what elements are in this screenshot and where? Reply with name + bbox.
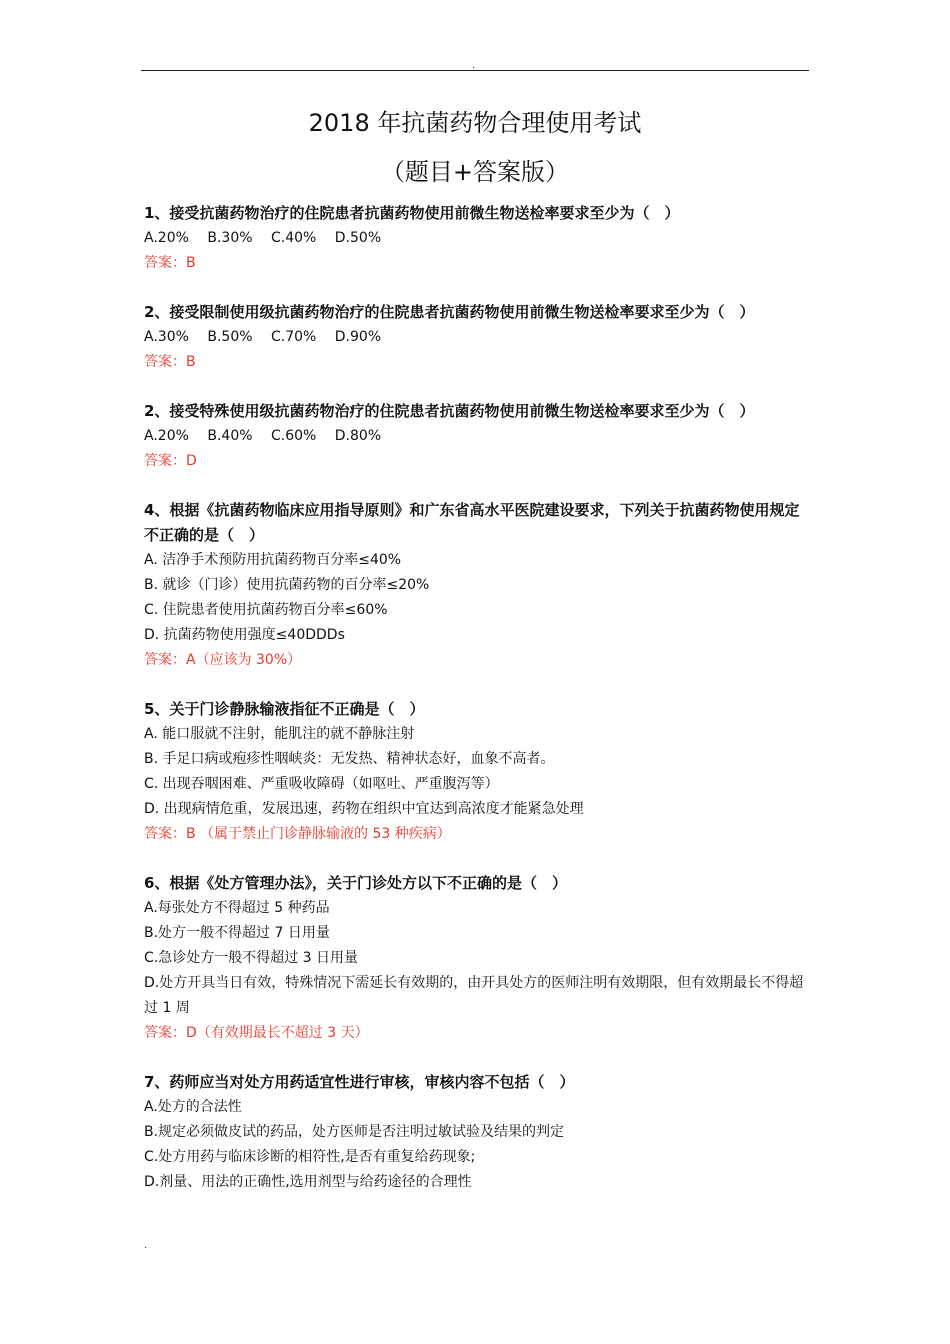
page-title: 2018 年抗菌药物合理使用考试 — [308, 109, 642, 137]
option: B.处方一般不得超过 7 日用量 — [144, 925, 330, 941]
answer: 答案：D — [144, 453, 197, 469]
option: D. 出现病情危重，发展迅速，药物在组织中宜达到高浓度才能紧急处理 — [144, 801, 584, 817]
option: C. 出现吞咽困难、严重吸收障碍（如呕吐、严重腹泻等） — [144, 776, 499, 792]
option: B.50% — [207, 329, 253, 345]
question-text: 7、药师应当对处方用药适宜性进行审核，审核内容不包括（ ） — [144, 1073, 575, 1091]
option: D. 抗菌药物使用强度≤40DDDs — [144, 627, 345, 643]
option: A. 洁净手术预防用抗菌药物百分率≤40% — [144, 552, 402, 568]
options-row — [144, 226, 814, 251]
question-6 — [144, 871, 814, 1046]
question-text: 1、接受抗菌药物治疗的住院患者抗菌药物使用前微生物送检率要求至少为（ ） — [144, 204, 680, 222]
question-3 — [144, 399, 814, 474]
answer: 答案：D（有效期最长不超过 3 天） — [144, 1025, 369, 1041]
option: D.处方开具当日有效，特殊情况下需延长有效期的，由开具处方的医师注明有效期限，但有效期最长不得超过 1 周 — [144, 975, 804, 1016]
option: B.规定必须做皮试的药品，处方医师是否注明过敏试验及结果的判定 — [144, 1124, 565, 1140]
footer-dot: . — [144, 1240, 148, 1251]
option: C.70% — [270, 329, 317, 345]
option: D.剂量、用法的正确性,选用剂型与给药途径的合理性 — [144, 1174, 472, 1190]
answer: 答案：B — [144, 255, 196, 271]
question-list — [144, 201, 814, 1219]
option: C.急诊处方一般不得超过 3 日用量 — [144, 950, 359, 966]
question-2 — [144, 300, 814, 375]
option: D.50% — [334, 230, 382, 246]
question-text: 4、根据《抗菌药物临床应用指导原则》和广东省高水平医院建设要求，下列关于抗菌药物使用规定不正确的是（ ） — [144, 501, 800, 544]
option: B.30% — [207, 230, 253, 246]
question-7 — [144, 1070, 814, 1195]
answer: 答案：B （属于禁止门诊静脉输液的 53 种疾病） — [144, 826, 451, 842]
question-text: 2、接受特殊使用级抗菌药物治疗的住院患者抗菌药物使用前微生物送检率要求至少为（ ） — [144, 402, 755, 420]
option: A.20% — [144, 230, 189, 246]
option: A. 能口服就不注射，能肌注的就不静脉注射 — [144, 726, 415, 742]
question-1 — [144, 201, 814, 276]
header-dot: . — [472, 60, 476, 71]
option: D.80% — [334, 428, 382, 444]
question-5 — [144, 697, 814, 847]
page-subtitle: （题目+答案版） — [380, 158, 570, 186]
option: C.处方用药与临床诊断的相符性,是否有重复给药现象; — [144, 1149, 476, 1165]
option: A.30% — [144, 329, 189, 345]
option: A.处方的合法性 — [144, 1099, 242, 1115]
answer: 答案：B — [144, 354, 196, 370]
question-4 — [144, 498, 814, 673]
answer: 答案：A（应该为 30%） — [144, 652, 302, 668]
option: C. 住院患者使用抗菌药物百分率≤60% — [144, 602, 388, 618]
options-row — [144, 424, 814, 449]
option: B. 就诊（门诊）使用抗菌药物的百分率≤20% — [144, 577, 430, 593]
option: A.每张处方不得超过 5 种药品 — [144, 900, 330, 916]
question-text: 6、根据《处方管理办法》，关于门诊处方以下不正确的是（ ） — [144, 874, 567, 892]
option: B.40% — [207, 428, 253, 444]
option: C.40% — [270, 230, 317, 246]
question-text: 5、关于门诊静脉输液指征不正确是（ ） — [144, 700, 425, 718]
question-text: 2、接受限制使用级抗菌药物治疗的住院患者抗菌药物使用前微生物送检率要求至少为（ ） — [144, 303, 755, 321]
option: B. 手足口病或疱疹性咽峡炎：无发热、精神状态好，血象不高者。 — [144, 751, 555, 767]
option: D.90% — [334, 329, 382, 345]
option: C.60% — [270, 428, 317, 444]
options-row — [144, 325, 814, 350]
option: A.20% — [144, 428, 189, 444]
